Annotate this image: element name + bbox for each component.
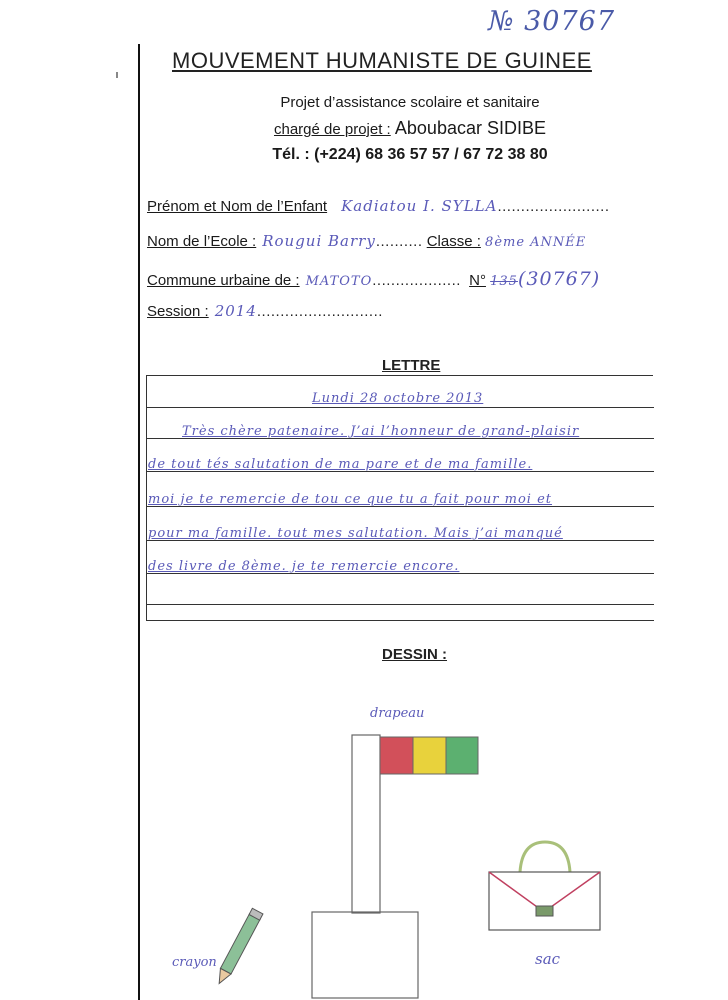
bag-handle bbox=[520, 842, 570, 872]
commune-value: MATOTO bbox=[305, 274, 373, 289]
flag-stripe-red bbox=[380, 737, 413, 774]
flag-stripe-yellow bbox=[413, 737, 446, 774]
bag-clasp bbox=[536, 906, 553, 916]
flag-base bbox=[312, 912, 418, 998]
bag-label: sac bbox=[535, 950, 561, 968]
letter-date: Lundi 28 octobre 2013 bbox=[312, 391, 484, 406]
commune-label: Commune urbaine de : bbox=[147, 272, 300, 289]
school-field: Nom de l’Ecole : Rougui Barry.......... Classe : 8ème ANNÉE bbox=[147, 232, 587, 250]
pencil-label: crayon bbox=[172, 955, 217, 970]
number-value: (30767) bbox=[517, 268, 601, 290]
letter-line: de tout tés salutation de ma pare et de ma famille. bbox=[148, 457, 533, 472]
class-label: Classe : bbox=[426, 233, 481, 250]
child-name-value: Kadiatou I. SYLLA bbox=[341, 197, 498, 215]
number-label: N° bbox=[469, 272, 486, 289]
pencil-icon bbox=[214, 908, 263, 986]
letter-line: pour ma famille. tout mes salutation. Mais j’ai manqué bbox=[148, 526, 563, 541]
drawing-title: DESSIN : bbox=[382, 646, 448, 663]
child-name-field: Prénom et Nom de l’Enfant Kadiatou I. SYLLA........................ bbox=[147, 197, 610, 215]
session-value: 2014 bbox=[214, 302, 257, 320]
manager-label: chargé de projet : bbox=[273, 121, 391, 138]
class-value: 8ème ANNÉE bbox=[485, 235, 587, 250]
session-field: Session : 2014........................... bbox=[147, 302, 383, 320]
number-old-value: 135 bbox=[490, 274, 518, 289]
phone-line: Tél. : (+224) 68 36 57 57 / 67 72 38 80 bbox=[272, 146, 548, 163]
organization-title: MOUVEMENT HUMANISTE DE GUINEE bbox=[172, 48, 592, 73]
project-title: Projet d’assistance scolaire et sanitaire bbox=[280, 94, 540, 111]
letter-line: des livre de 8ème. je te remercie encore. bbox=[148, 559, 460, 574]
flag-label: drapeau bbox=[370, 706, 425, 721]
manager-name: Aboubacar SIDIBE bbox=[394, 118, 546, 138]
school-label: Nom de l’Ecole : bbox=[147, 233, 257, 250]
letter-line: Très chère patenaire. J’ai l’honneur de grand-plaisir bbox=[182, 424, 580, 439]
school-value: Rougui Barry bbox=[262, 232, 376, 250]
letter-line: moi je te remercie de tou ce que tu a fait pour moi et bbox=[148, 492, 553, 507]
commune-field: Commune urbaine de : MATOTO................... N° 135(30767) bbox=[147, 268, 601, 290]
bag-icon bbox=[489, 872, 600, 930]
flag-stripe-green bbox=[446, 737, 478, 774]
stamp-number: № 30767 bbox=[488, 6, 616, 37]
child-name-label: Prénom et Nom de l’Enfant bbox=[147, 198, 328, 215]
letter-title: LETTRE bbox=[382, 357, 441, 374]
session-label: Session : bbox=[147, 303, 209, 320]
flag-pole bbox=[352, 735, 380, 913]
